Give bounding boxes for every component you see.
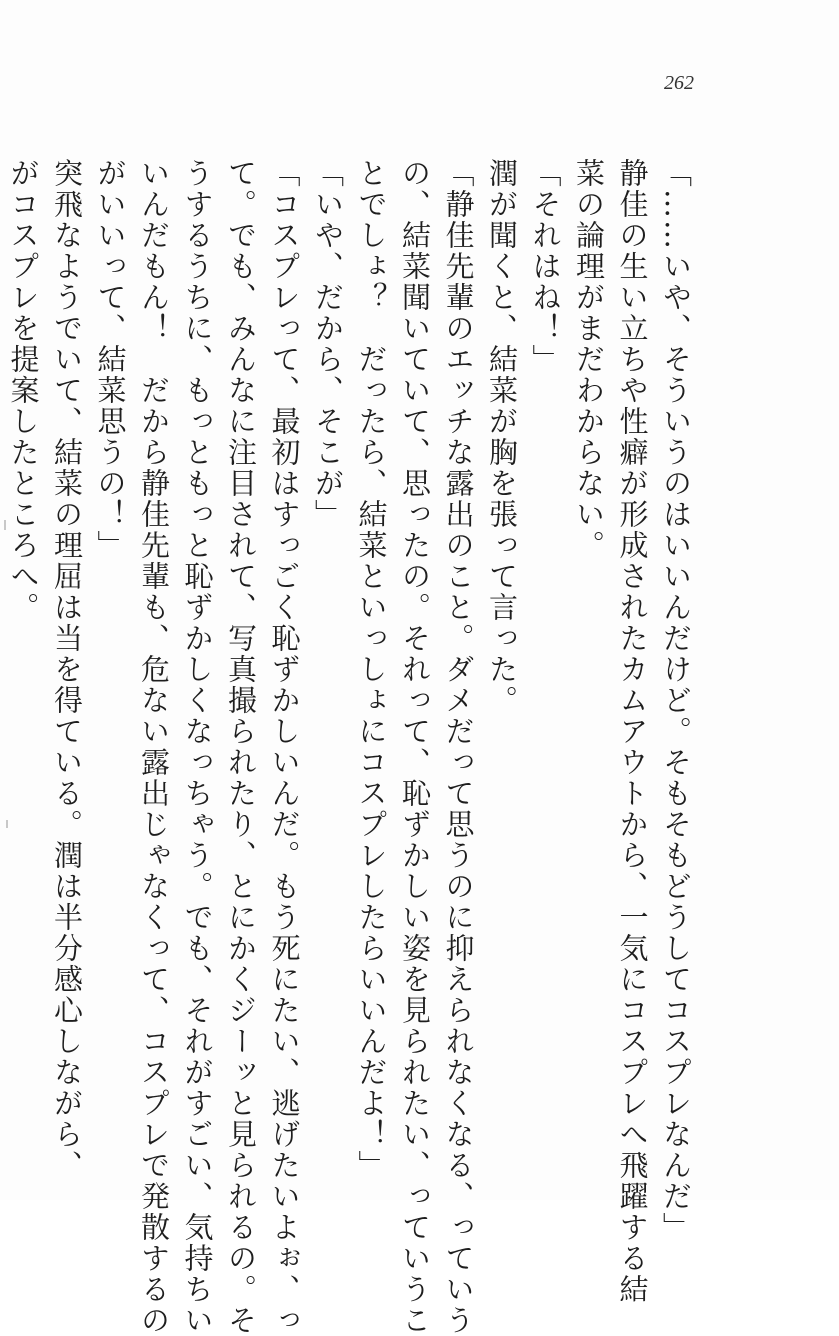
text-line: 「それはね！」 [528,158,563,375]
text-line: 「……いや、そういうのはいいんだけど。そもそもどうしてコスプレなんだ」 [659,158,693,1243]
text-line: て。でも、みんなに注目されて、写真撮られたり、とにかくジーッと見られるの。そ [224,158,258,1336]
scan-edge-mark [6,820,8,828]
text-line: 「いや、だから、そこが」 [311,158,345,530]
text-line: の、結菜聞いていて、思ったの。それって、恥ずかしい姿を見られたい、っていうこ [398,158,432,1336]
text-line: いんだもん！ だから静佳先輩も、危ない露出じゃなくって、コスプレで発散するの [137,158,171,1336]
text-line: 突飛なようでいて、結菜の理屈は当を得ている。潤は半分感心しながら、 [50,158,84,1181]
text-line: 潤が聞くと、結菜が胸を張って言った。 [485,158,519,716]
text-line: 菜の論理がまだわからない。 [572,158,606,561]
text-line: 静佳の生い立ちや性癖が形成されたカムアウトから、一気にコスプレへ飛躍する結 [615,158,650,1305]
body-text [1,158,697,1336]
scan-edge-mark [4,520,6,530]
text-line: 「コスプレって、最初はすっごく恥ずかしいんだ。もう死にたい、逃げたいよぉ、っ [267,158,302,1336]
text-line: うするうちに、もっともっと恥ずかしくなっちゃう。でも、それがすごい、気持ちい [180,158,215,1336]
page-number: 262 [664,72,694,94]
text-line: がコスプレを提案したところへ。 [6,158,41,623]
text-line: とでしょ？ だったら、結菜といっしょにコスプレしたらいいんだよ！」 [354,158,389,1181]
text-line: 「静佳先輩のエッチな露出のこと。ダメだって思うのに抑えられなくなる、っていう [441,158,476,1336]
text-line: がいいって、結菜思うの！」 [93,158,128,561]
